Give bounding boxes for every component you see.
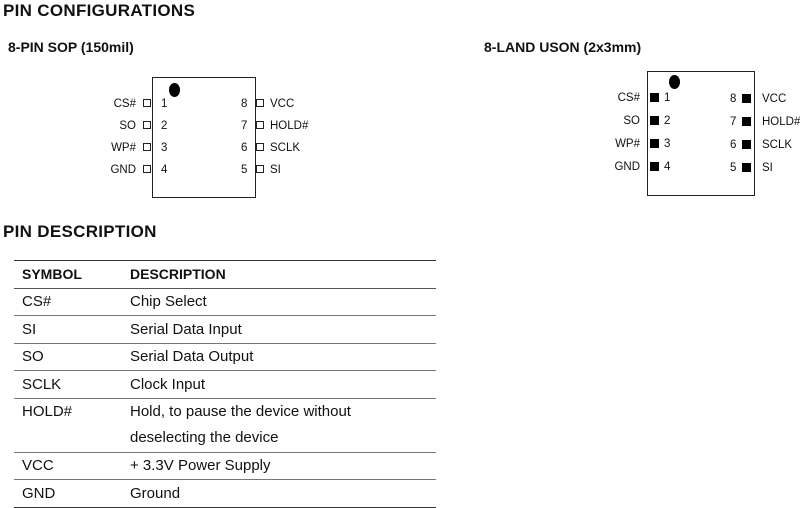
uson-pin-pad (650, 139, 659, 148)
sop-pin-number: 5 (241, 164, 248, 176)
description-cell (122, 398, 436, 452)
uson-pin-number: 5 (730, 162, 737, 174)
description-cell: Serial Data Output (122, 343, 436, 371)
description-cell: Chip Select (122, 288, 436, 316)
uson-pin-label: GND (614, 161, 640, 173)
sop-pin-number: 6 (241, 142, 248, 154)
symbol-cell: SCLK (14, 371, 122, 399)
sop-pin-number: 1 (161, 98, 168, 110)
sop-pin-pad (143, 165, 151, 173)
sop-pin-number: 2 (161, 120, 168, 132)
sop-pin-pad (143, 99, 151, 107)
sop-pin-number: 3 (161, 142, 168, 154)
table-row (14, 398, 436, 452)
sop-pin-label: SI (270, 164, 281, 176)
sop-pin-label: HOLD# (270, 120, 309, 132)
uson-pin-label: CS# (617, 92, 640, 104)
sop-pin-label: CS# (113, 98, 136, 110)
uson-pin-number: 1 (664, 92, 671, 104)
sop-pin-label: WP# (111, 142, 136, 154)
uson-pin-number: 7 (730, 116, 737, 128)
uson-pin-number: 3 (664, 138, 671, 150)
uson-pin-label: SCLK (762, 139, 793, 151)
pin1-marker-dot (169, 83, 180, 97)
description-cell: Ground (122, 480, 436, 508)
uson-pin-label: WP# (615, 138, 640, 150)
description-cell: Serial Data Input (122, 316, 436, 344)
symbol-cell: CS# (14, 288, 122, 316)
uson-pin-number: 6 (730, 139, 737, 151)
uson-heading: 8-LAND USON (2x3mm) (484, 39, 642, 55)
table-header-row (14, 261, 436, 289)
uson-pin-pad (742, 94, 751, 103)
uson-pin-label: SI (762, 162, 773, 174)
sop-pin-label: GND (110, 164, 136, 176)
symbol-cell: VCC (14, 452, 122, 480)
pin-description-heading: PIN DESCRIPTION (3, 222, 157, 241)
uson-pin-pad (742, 117, 751, 126)
table-row (14, 288, 436, 316)
sop-pin-number: 4 (161, 164, 168, 176)
sop-pin-pad (256, 99, 264, 107)
uson-pin-label: VCC (762, 93, 787, 105)
column-header-description: DESCRIPTION (122, 261, 436, 289)
uson-pin-pad (650, 93, 659, 102)
sop-pin-pad (256, 143, 264, 151)
table-row (14, 452, 436, 480)
description-cell: Clock Input (122, 371, 436, 399)
page-title: PIN CONFIGURATIONS (3, 1, 196, 20)
uson-pin-label: SO (623, 115, 640, 127)
sop-heading: 8-PIN SOP (150mil) (8, 39, 134, 55)
description-cell: + 3.3V Power Supply (122, 452, 436, 480)
uson-pin-number: 8 (730, 93, 737, 105)
uson-pin-label: HOLD# (762, 116, 800, 128)
uson-pin-pad (742, 140, 751, 149)
symbol-cell: HOLD# (14, 398, 122, 452)
uson-pin-pad (742, 163, 751, 172)
uson-pin-number: 4 (664, 161, 671, 173)
uson-package-body (647, 71, 755, 196)
sop-pin-pad (143, 143, 151, 151)
description-line: Hold, to pause the device without (130, 402, 351, 420)
pin1-marker-dot (669, 75, 680, 89)
uson-pin-pad (650, 162, 659, 171)
pin-description-table (14, 260, 436, 508)
sop-package-body (152, 77, 256, 198)
description-line: deselecting the device (130, 429, 279, 446)
sop-pin-label: VCC (270, 98, 295, 110)
sop-pin-number: 7 (241, 120, 248, 132)
sop-pin-pad (256, 165, 264, 173)
table-row (14, 371, 436, 399)
symbol-cell: SI (14, 316, 122, 344)
sop-pin-label: SCLK (270, 142, 301, 154)
column-header-symbol: SYMBOL (14, 261, 122, 289)
sop-pin-pad (256, 121, 264, 129)
sop-pin-pad (143, 121, 151, 129)
table-row (14, 343, 436, 371)
uson-pin-number: 2 (664, 115, 671, 127)
uson-pin-pad (650, 116, 659, 125)
table-row (14, 316, 436, 344)
symbol-cell: SO (14, 343, 122, 371)
symbol-cell: GND (14, 480, 122, 508)
sop-pin-label: SO (119, 120, 136, 132)
sop-pin-number: 8 (241, 98, 248, 110)
